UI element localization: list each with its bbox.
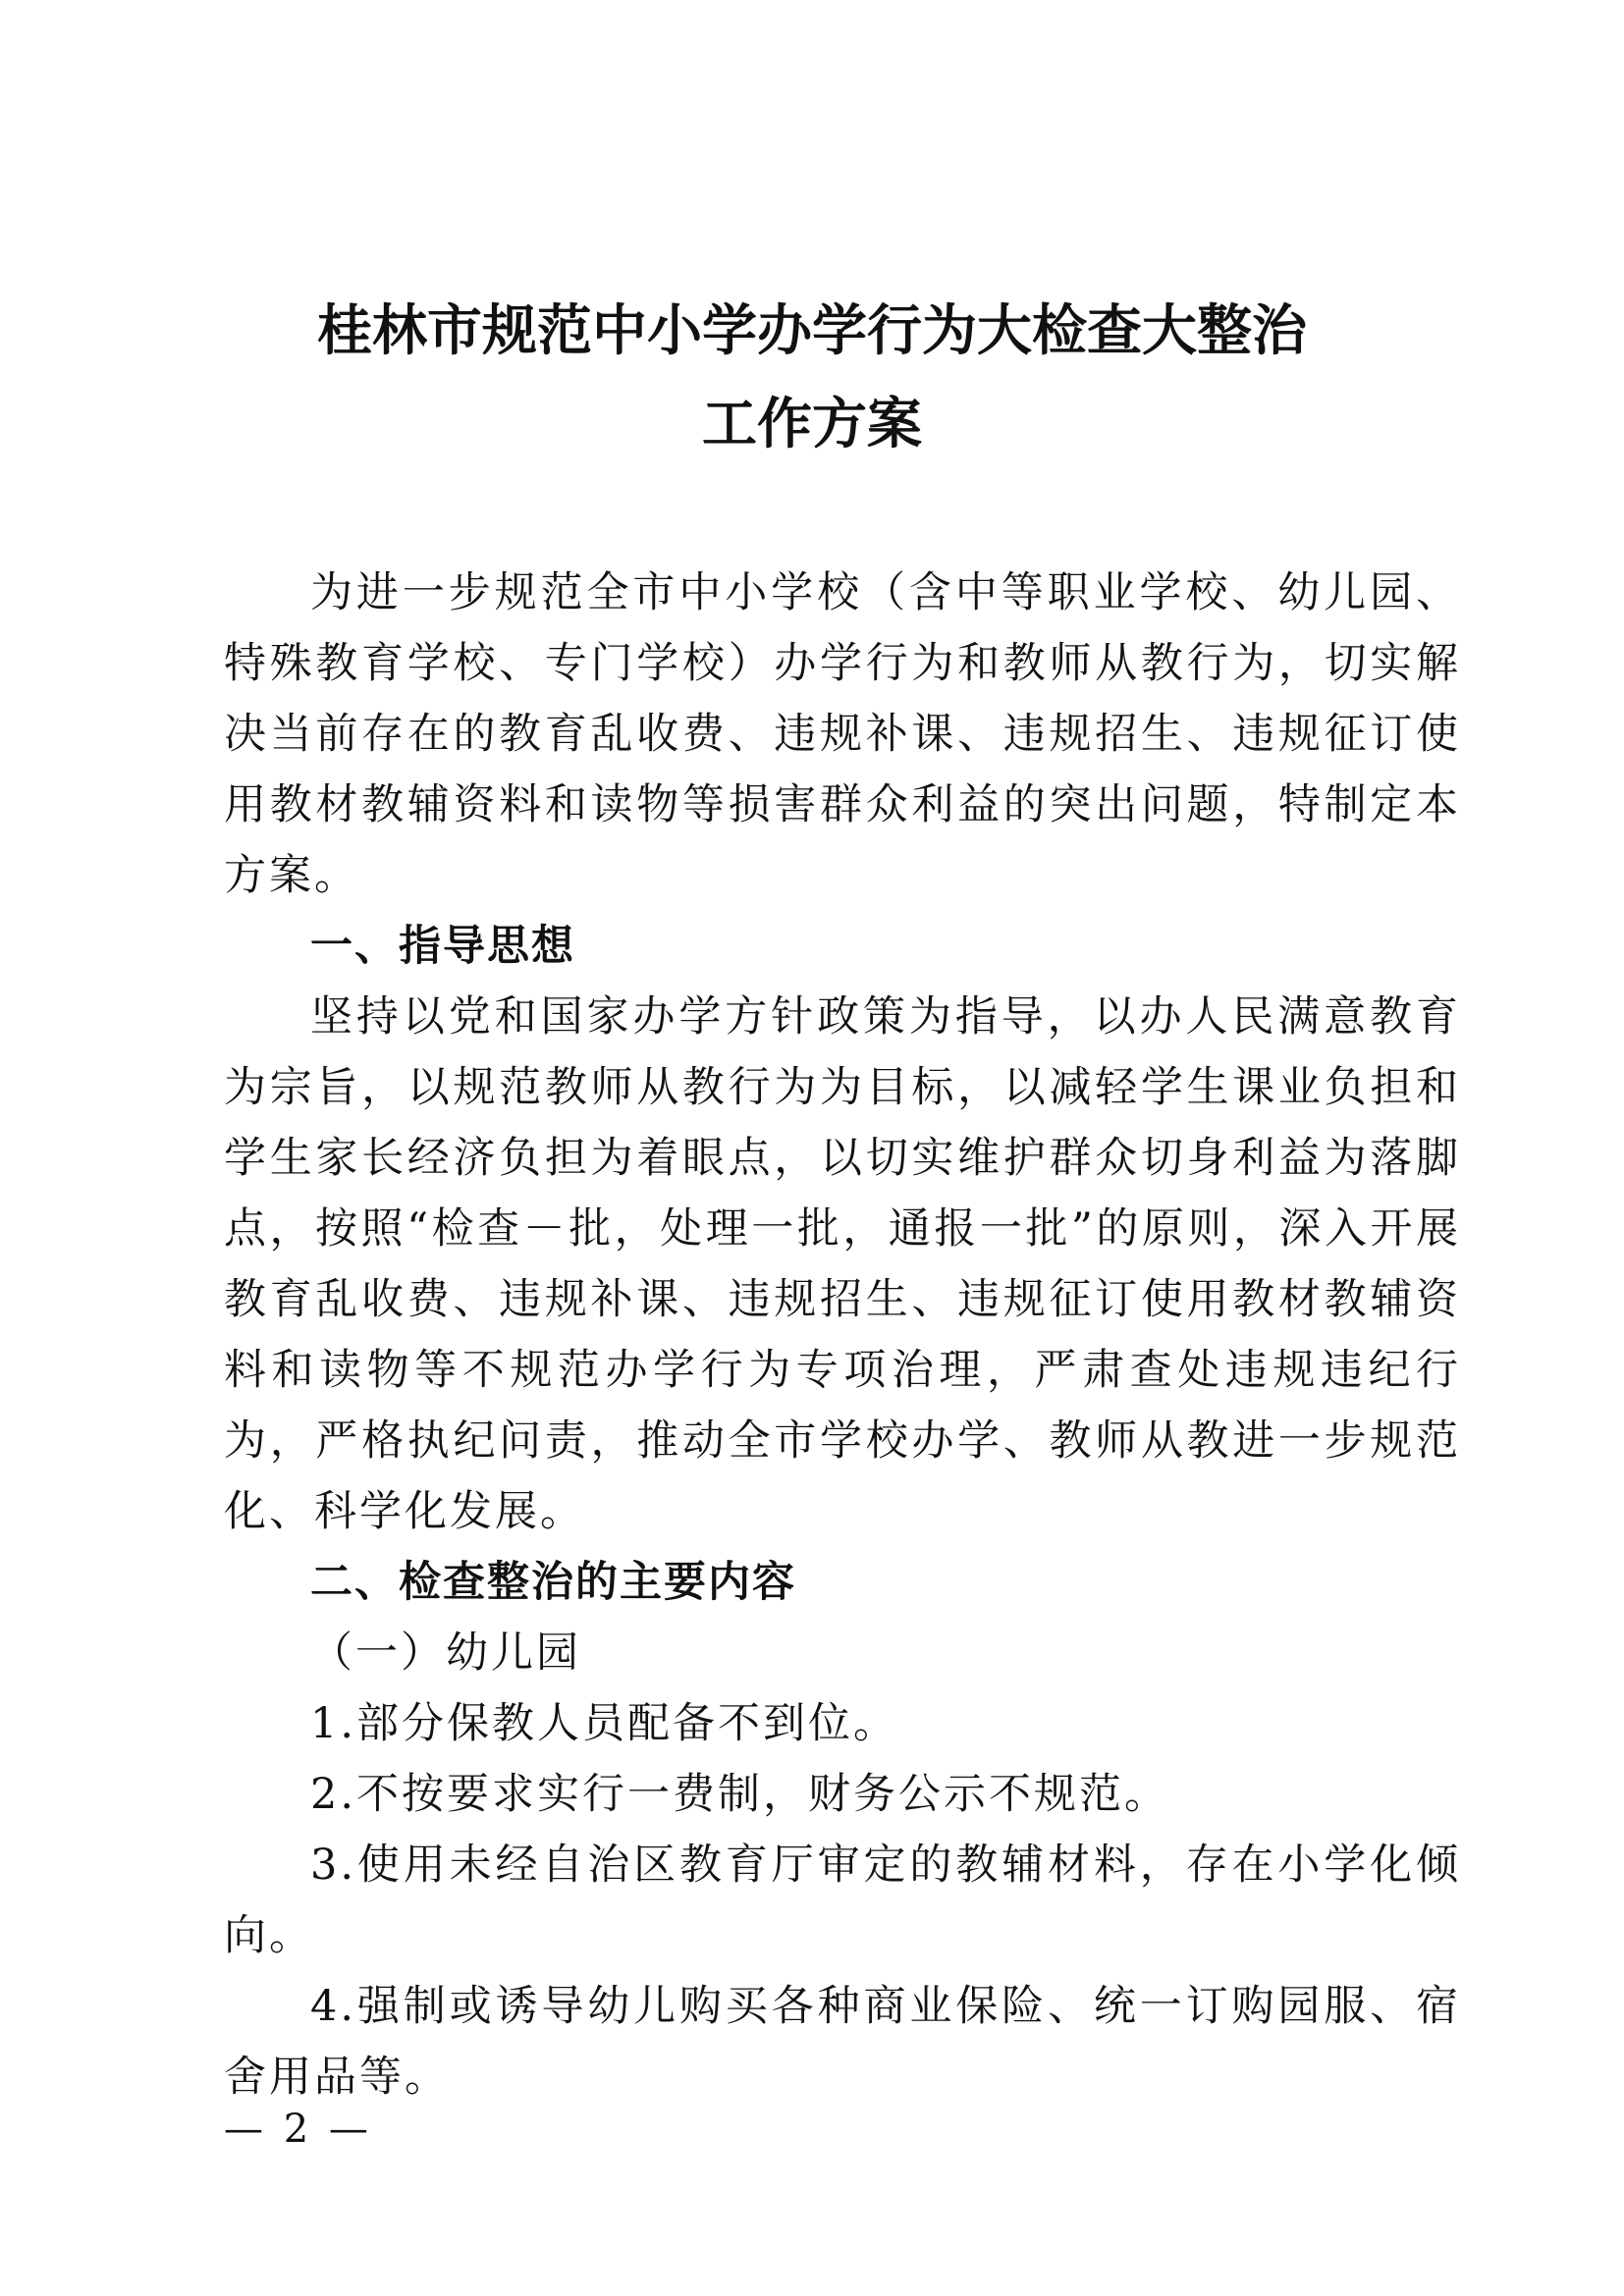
list-item: 2.不按要求实行一费制，财务公示不规范。: [310, 1770, 1170, 1819]
subsection-heading-kindergarten: （一）幼儿园: [310, 1629, 581, 1678]
list-item: 3.使用未经自治区教育厅审定的教辅材料，存在小学化倾向。: [224, 1841, 1461, 1960]
document-title-line-2: 工作方案: [702, 393, 922, 456]
document-title-line-1: 桂林市规范中小学办学行为大检查大整治: [317, 299, 1307, 363]
list-item: 1.部分保教人员配备不到位。: [310, 1699, 899, 1748]
guiding-ideology-paragraph: 坚持以党和国家办学方针政策为指导，以办人民满意教育为宗旨，以规范教师从教行为为目标，以减轻学生课业负担和学生家长经济负担为着眼点，以切实维护群众切身利益为落脚点，按照“检查－批，处理一批，通报一批”的原则，深入开展教育乱收费、违规补课、违规招生、违规征订使用教材教辅资料和读物等不规范办学行为专项治理，严肃查处违规违纪行为，严格执纪问责，推动全市学校办学、教师从教进一步规范化、科学化发展。: [224, 992, 1461, 1536]
section-heading-main-content: 二、检查整治的主要内容: [310, 1558, 796, 1607]
document-body: [224, 558, 1461, 2112]
list-item: 4.强制或诱导幼儿购买各种商业保险、统一订购园服、宿舍用品等。: [224, 1982, 1461, 2102]
section-heading-guiding-ideology: 一、指导思想: [310, 922, 575, 971]
page-number: — 2 —: [224, 2107, 372, 2152]
intro-paragraph: 为进一步规范全市中小学校（含中等职业学校、幼儿园、特殊教育学校、专门学校）办学行为和教师从教行为，切实解决当前存在的教育乱收费、违规补课、违规招生、违规征订使用教材教辅资料和读物等损害群众利益的突出问题，特制定本方案。: [224, 568, 1461, 900]
